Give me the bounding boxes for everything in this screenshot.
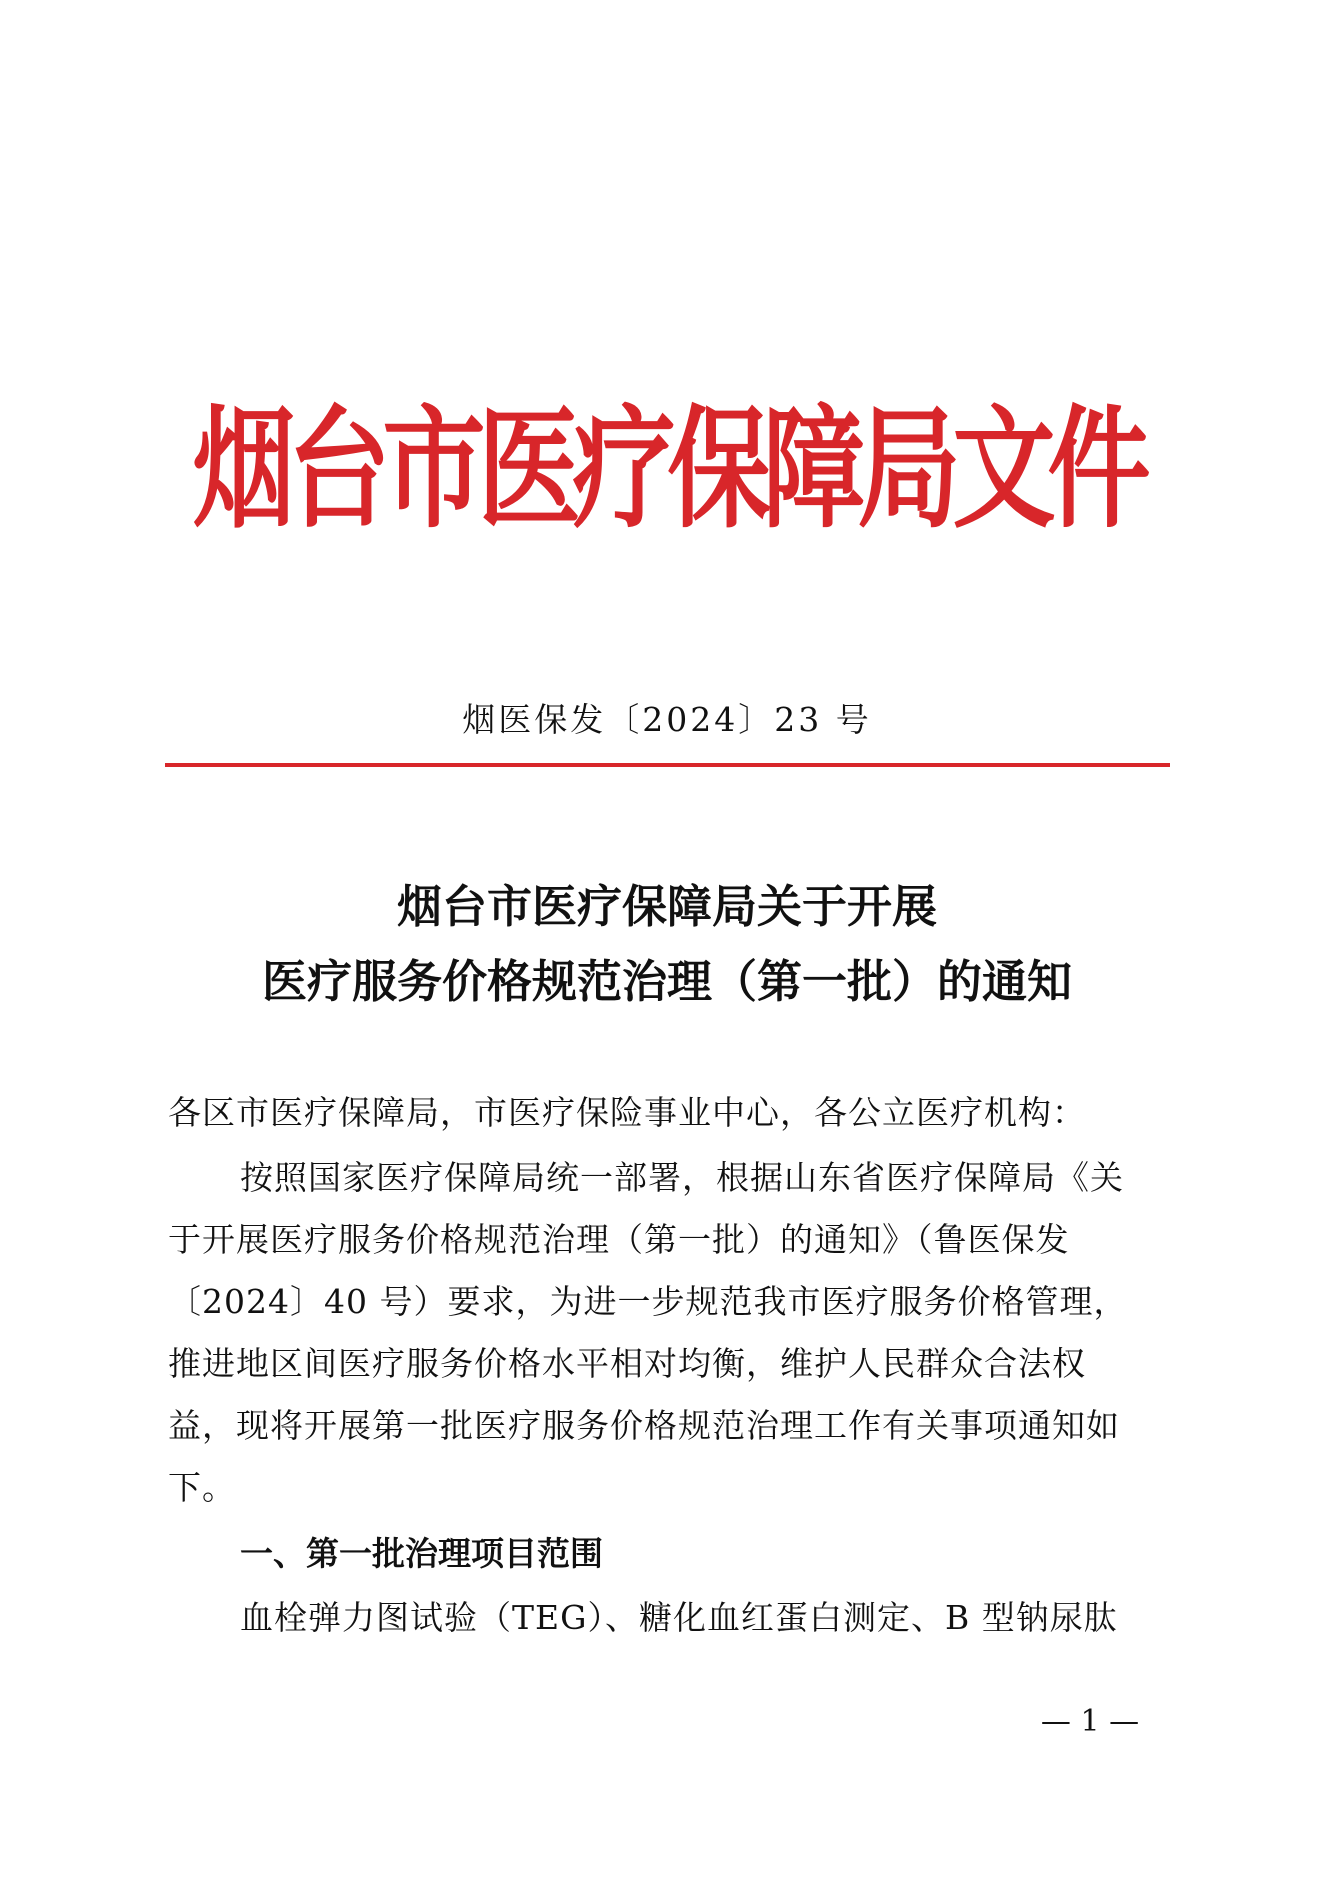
paragraph-line: 于开展医疗服务价格规范治理（第一批）的通知》（鲁医保发 — [168, 1220, 1070, 1259]
section-text-line: 血栓弹力图试验（TEG）、糖化血红蛋白测定、B 型钠尿肽 — [240, 1598, 1118, 1637]
red-divider-line — [165, 763, 1170, 767]
paragraph-line: 推进地区间医疗服务价格水平相对均衡，维护人民群众合法权 — [168, 1344, 1086, 1383]
document-number: 烟医保发〔2024〕23 号 — [462, 700, 872, 739]
paragraph-line: 〔2024〕40 号）要求，为进一步规范我市医疗服务价格管理， — [168, 1282, 1128, 1321]
paragraph-line: 下。 — [168, 1468, 236, 1507]
salutation: 各区市医疗保障局，市医疗保险事业中心，各公立医疗机构： — [168, 1093, 1086, 1132]
agency-header-title: 烟台市医疗保障局文件 — [192, 391, 1143, 547]
notice-title-line-1: 烟台市医疗保障局关于开展 — [396, 880, 937, 933]
notice-title-line-2: 医疗服务价格规范治理（第一批）的通知 — [261, 955, 1072, 1008]
paragraph-line: 按照国家医疗保障局统一部署，根据山东省医疗保障局《关 — [240, 1158, 1124, 1197]
section-heading: 一、第一批治理项目范围 — [240, 1534, 603, 1573]
page-number: — 1 — — [1040, 1704, 1140, 1739]
paragraph-line: 益，现将开展第一批医疗服务价格规范治理工作有关事项通知如 — [168, 1406, 1120, 1445]
